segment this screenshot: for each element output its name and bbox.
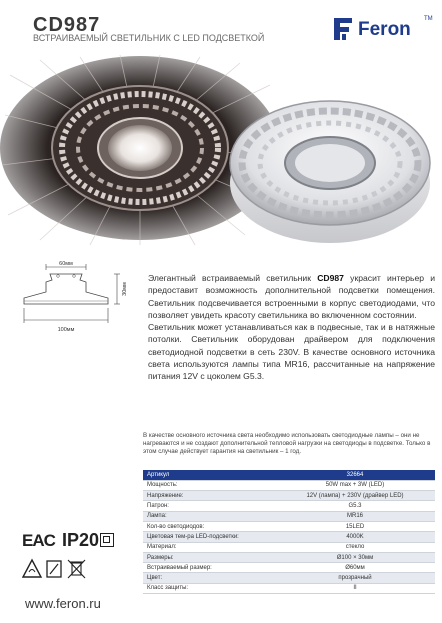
dim-height: 30мм <box>122 282 128 296</box>
spec-value: MR16 <box>275 511 435 521</box>
description-paragraph-2: Светильник может устанавливаться как в подвесные, так и в натяжные потолки. Светильник оборудован драйвером для подключения светодиодной подсветки в сеть 230V. В качестве основного источника света используются лампы типа MR16, рассчитанные на напряжение питания 12V с цоколем G5.3. <box>148 322 435 382</box>
spec-table <box>143 470 435 594</box>
spec-key: Артикул <box>143 470 275 480</box>
spec-row <box>143 480 435 490</box>
spec-key: Материал: <box>143 542 275 552</box>
feron-logo-mark-icon <box>332 16 356 42</box>
double-insulation-icon <box>100 533 114 547</box>
certification-icons <box>22 527 122 592</box>
warranty-note: В качестве основного источника света необходимо использовать светодиодные лампы – они не нагреваются и не создают дополнительной тепловой нагрузки на светодиоды в подсветке. Только в этом случае действует гарантия на светильник – 1 год. <box>143 432 431 456</box>
dimension-drawing <box>0 258 140 338</box>
spec-row <box>143 491 435 501</box>
spec-value: Ø60мм <box>275 563 435 573</box>
dim-bottom-width: 100мм <box>57 327 75 333</box>
spec-value: стекло <box>275 542 435 552</box>
spec-value: 15LED <box>275 521 435 531</box>
product-photo <box>0 55 442 245</box>
spec-key: Кол-во светодиодов: <box>143 521 275 531</box>
website-link[interactable]: www.feron.ru <box>25 596 101 611</box>
spec-key: Напряжение: <box>143 491 275 501</box>
eac-mark-icon: EAC <box>22 531 55 550</box>
spec-key: Встраиваемый размер: <box>143 563 275 573</box>
dimmer-icon <box>47 561 61 577</box>
wall-mount-warning-icon <box>23 560 41 577</box>
spec-key: Цвет: <box>143 573 275 583</box>
spec-row <box>143 542 435 552</box>
ip-rating: IP20 <box>62 530 100 550</box>
description-text-start: Элегантный встраиваемый светильник <box>148 273 318 283</box>
spec-key: Цветовая тем-ра LED-подсветки: <box>143 532 275 542</box>
spec-key: Мощность: <box>143 480 275 490</box>
brand-name: Feron <box>358 19 411 40</box>
spec-value: G5.3 <box>275 501 435 511</box>
spec-value: 12V (лампа) + 230V (драйвер LED) <box>275 491 435 501</box>
spec-value: Ø100 × 30мм <box>275 552 435 562</box>
spec-key: Класс защиты: <box>143 583 275 593</box>
spec-value: 32664 <box>275 470 435 480</box>
product-subtitle: ВСТРАИВАЕМЫЙ СВЕТИЛЬНИК С LED ПОДСВЕТКОЙ <box>33 33 265 43</box>
spec-row <box>143 573 435 583</box>
spec-value: прозрачный <box>275 573 435 583</box>
spec-value: II <box>275 583 435 593</box>
spec-value: 4000K <box>275 532 435 542</box>
description-text-end: украсит интерьер и предоставит возможность дополнительной подсветки помещения. Светильник подсвечивается встроенными в корпус светодиодами, что позволяет увидеть красоту светильника во включенном состоянии. <box>148 273 436 320</box>
spec-row <box>143 532 435 542</box>
spec-value: 50W max + 3W (LED) <box>275 480 435 490</box>
spec-key: Патрон: <box>143 501 275 511</box>
spec-key: Размеры: <box>143 552 275 562</box>
header <box>0 0 442 52</box>
model-title: CD987 <box>33 14 101 36</box>
spec-row <box>143 470 435 480</box>
trademark-mark: TM <box>424 16 433 22</box>
safety-icons-row <box>22 557 122 581</box>
feron-logo <box>332 16 432 46</box>
dim-top-width: 60мм <box>59 261 73 267</box>
description-paragraph-1 <box>148 272 435 321</box>
spec-row <box>143 552 435 562</box>
spec-row <box>143 511 435 521</box>
spec-row <box>143 501 435 511</box>
spec-row <box>143 583 435 593</box>
spec-key: Лампа: <box>143 511 275 521</box>
spec-row <box>143 563 435 573</box>
description-model-name: CD987 <box>317 273 344 283</box>
product-description <box>148 272 435 383</box>
recycle-bin-crossed-icon <box>68 560 85 578</box>
spec-row <box>143 521 435 531</box>
